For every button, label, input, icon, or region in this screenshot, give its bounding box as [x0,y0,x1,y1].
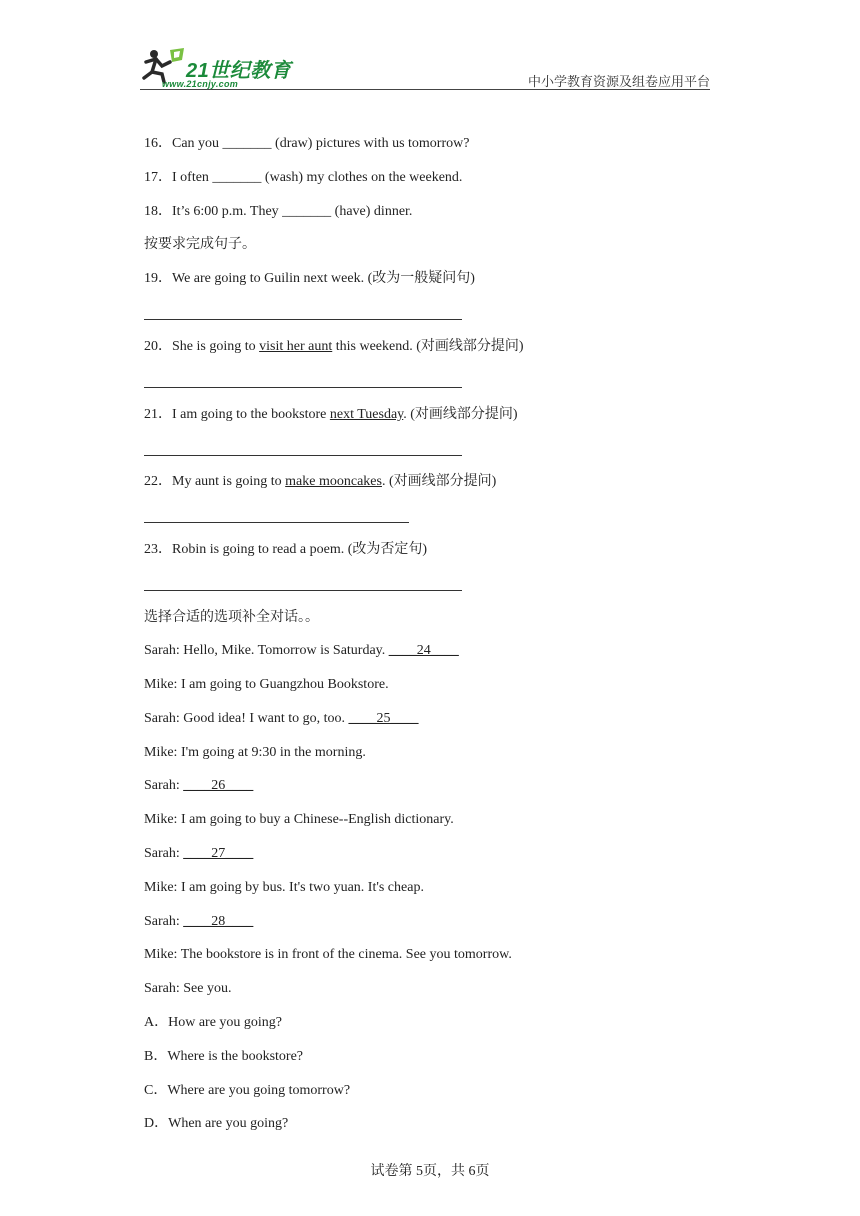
dialog-line-11: Sarah: See you. [144,981,232,996]
q20-text-pre: 20．She is going to [144,339,260,354]
question-17: 17．I often _______ (wash) my clothes on the weekend. [144,170,463,185]
q21-text-pre: 21．I am going to the bookstore [144,407,330,422]
page-footer: 试卷第 5页，共 6页 [370,1164,490,1179]
dialog-text: Sarah: [144,914,184,929]
question-20 [144,338,524,356]
dialog-line-7 [144,845,253,863]
dialog-line-4: Mike: I'm going at 9:30 in the morning. [144,745,366,760]
question-22 [144,473,496,491]
option-d: D．When are you going? [144,1116,289,1131]
dialog-line-5 [144,777,253,795]
section-title-dialog: 选择合适的选项补全对话。。 [144,610,319,625]
option-b: B．Where is the bookstore? [144,1049,304,1064]
blank-28: ____28____ [183,914,254,929]
q22-text-post: . (对画线部分提问) [381,474,497,489]
blank-27: ____27____ [183,846,254,861]
page-header [140,40,710,90]
logo-url: www.21cnjy.com [162,79,239,89]
header-divider [140,89,710,90]
question-23: 23．Robin is going to read a poem. (改为否定句) [144,542,428,557]
blank-26: ____26____ [183,778,254,793]
question-16: 16．Can you _______ (draw) pictures with us tomorrow? [144,136,470,151]
answer-line-20 [144,387,462,388]
dialog-line-8: Mike: I am going by bus. It's two yuan. It's cheap. [144,880,424,895]
question-21 [144,406,518,424]
dialog-line-3 [144,710,419,728]
question-18: 18．It’s 6:00 p.m. They _______ (have) dinner. [144,204,413,219]
logo-text: 21世纪教育 [186,60,292,82]
option-a: A．How are you going? [144,1015,283,1030]
dialog-line-10: Mike: The bookstore is in front of the cinema. See you tomorrow. [144,947,512,962]
dialog-line-6: Mike: I am going to buy a Chinese--English dictionary. [144,812,454,827]
question-19: 19．We are going to Guilin next week. (改为一般疑问句) [144,271,475,286]
dialog-text: Sarah: [144,778,184,793]
section-title-rewrite: 按要求完成句子。 [144,237,256,252]
dialog-text: Sarah: Good idea! I want to go, too. [144,711,349,726]
q21-underlined: next Tuesday [329,407,404,422]
dialog-text: Sarah: Hello, Mike. Tomorrow is Saturday. [144,643,389,658]
blank-24: ____24____ [388,643,459,658]
dialog-line-9 [144,913,253,931]
option-c: C．Where are you going tomorrow? [144,1083,351,1098]
q20-underlined: visit her aunt [259,339,333,354]
q22-underlined: make mooncakes [285,474,382,489]
logo [140,46,310,90]
answer-line-22 [144,522,409,523]
q21-text-post: . (对画线部分提问) [403,407,518,422]
answer-line-19 [144,319,462,320]
blank-25: ____25____ [348,711,419,726]
dialog-line-1 [144,642,459,660]
dialog-text: Sarah: [144,846,184,861]
q22-text-pre: 22．My aunt is going to [144,474,286,489]
answer-line-21 [144,455,462,456]
answer-line-23 [144,590,462,591]
dialog-line-2: Mike: I am going to Guangzhou Bookstore. [144,677,389,692]
q20-text-post: this weekend. (对画线部分提问) [332,339,524,354]
platform-name: 中小学教育资源及组卷应用平台 [527,74,710,89]
